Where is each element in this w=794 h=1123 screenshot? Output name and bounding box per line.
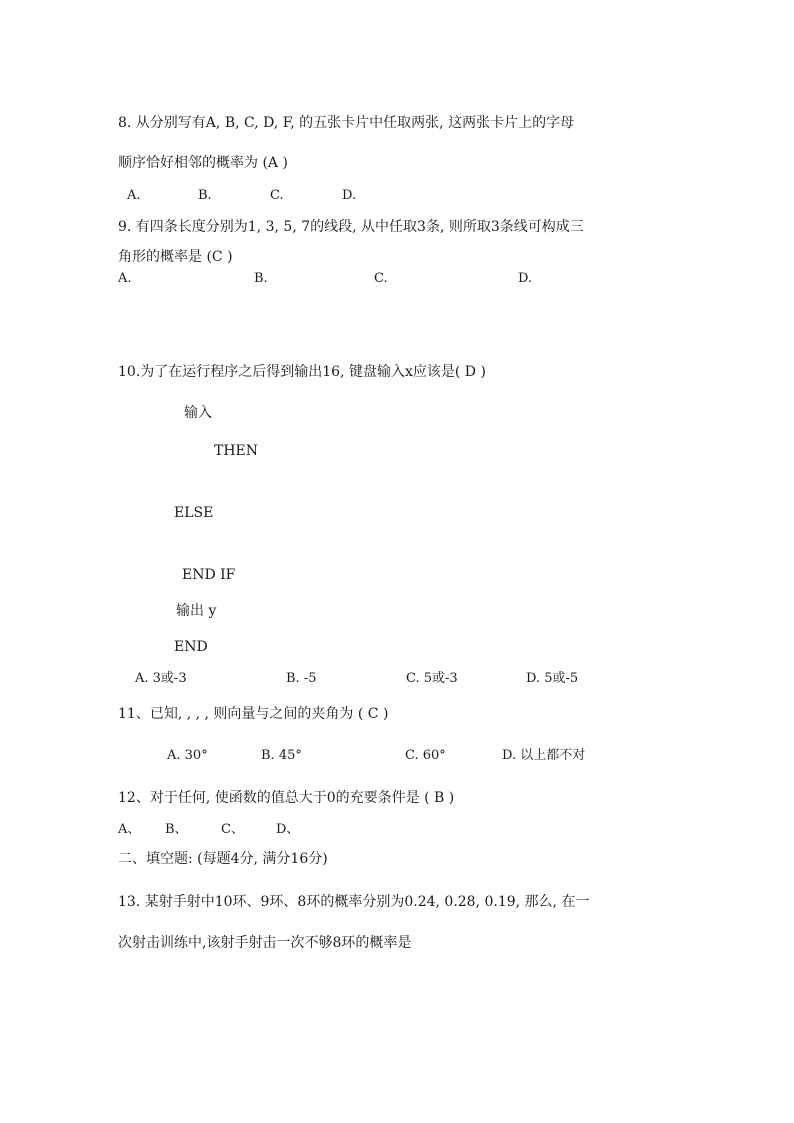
q9-option-a: A. xyxy=(118,271,132,286)
q9-option-c: C. xyxy=(374,271,388,286)
q9-option-d: D. xyxy=(518,271,533,286)
q9-option-b: B. xyxy=(254,271,268,286)
q12-option-c: C、 xyxy=(221,822,244,837)
q9-line1: 9. 有四条长度分别为1, 3, 5, 7的线段, 从中任取3条, 则所取3条线可构成三 xyxy=(118,219,584,235)
q11-line1: 11、已知, , , , 则向量与之间的夹角为 ( C ) xyxy=(118,706,389,722)
q12-option-a: A、 xyxy=(118,822,141,837)
q8-line2: 顺序恰好相邻的概率为 (A ) xyxy=(118,155,288,171)
q10-program-input: 输入 xyxy=(184,405,212,421)
q10-program-then: THEN xyxy=(214,443,259,459)
q10-program-else: ELSE xyxy=(174,505,214,521)
q11-option-a: A. 30° xyxy=(167,748,208,763)
q13-line1: 13. 某射手射中10环、9环、8环的概率分别为0.24, 0.28, 0.19, 那么, 在一 xyxy=(118,894,590,910)
q10-line1: 10.为了在运行程序之后得到输出16, 键盘输入x应该是( D ) xyxy=(118,364,486,380)
q11-option-c: C. 60° xyxy=(405,748,446,763)
q10-program-end: END xyxy=(174,639,208,655)
q9-line2: 角形的概率是 (C ) xyxy=(118,249,233,265)
q11-option-b: B. 45° xyxy=(261,748,302,763)
q8-option-d: D. xyxy=(342,188,357,203)
q8-option-c: C. xyxy=(270,188,284,203)
q8-option-b: B. xyxy=(198,188,212,203)
q8-option-a: A. xyxy=(127,188,141,203)
q10-option-c: C. 5或-3 xyxy=(406,671,458,686)
q13-line2: 次射击训练中,该射手射击一次不够8环的概率是 xyxy=(118,935,412,951)
q12-option-d: D、 xyxy=(276,822,300,837)
q10-program-output: 输出 y xyxy=(176,603,217,619)
q10-option-d: D. 5或-5 xyxy=(526,671,579,686)
q11-option-d: D. 以上都不对 xyxy=(502,748,586,763)
q10-option-b: B. -5 xyxy=(286,671,317,686)
q10-option-a: A. 3或-3 xyxy=(135,671,187,686)
q12-option-b: B、 xyxy=(165,822,188,837)
q10-program-endif: END IF xyxy=(182,567,236,583)
q8-line1: 8. 从分别写有A, B, C, D, F, 的五张卡片中任取两张, 这两张卡片上的字母 xyxy=(118,115,575,131)
section-heading-fill-in: 二、填空题: (每题4分, 满分16分) xyxy=(118,851,328,867)
q12-line1: 12、对于任何, 使函数的值总大于0的充要条件是 ( B ) xyxy=(118,790,455,806)
